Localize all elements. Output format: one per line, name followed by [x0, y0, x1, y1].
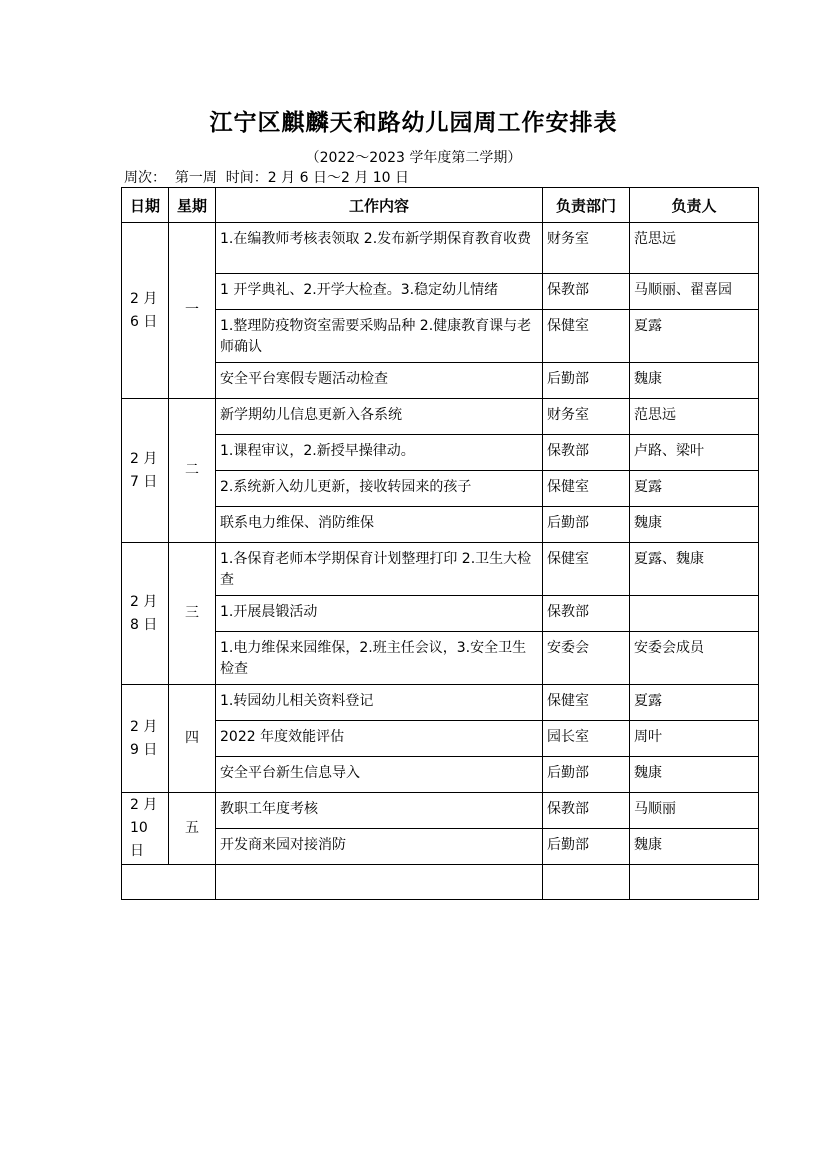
dept-cell: 园长室: [543, 721, 630, 757]
task-content-cell: 2022 年度效能评估: [216, 721, 543, 757]
person-cell: 马顺丽: [630, 793, 759, 829]
dept-cell: 保教部: [543, 793, 630, 829]
dept-cell: 财务室: [543, 399, 630, 435]
person-cell: 卢路、梁叶: [630, 435, 759, 471]
date-cell: [122, 223, 169, 399]
person-cell: 魏康: [630, 829, 759, 865]
task-content-cell: 2.系统新入幼儿更新，接收转园来的孩子: [216, 471, 543, 507]
empty-cell: [216, 865, 543, 900]
task-content-cell: 1.开展晨锻活动: [216, 596, 543, 632]
table-row: [122, 721, 759, 757]
date-text: 2 月 7 日: [130, 450, 158, 490]
weekday-cell: 二: [169, 399, 216, 543]
header-person: 负责人: [630, 188, 759, 223]
dept-cell: 财务室: [543, 223, 630, 274]
task-content-cell: 1.在编教师考核表领取 2.发布新学期保育教育收费: [216, 223, 543, 274]
date-cell: [122, 685, 169, 793]
dept-cell: 后勤部: [543, 829, 630, 865]
person-cell: 范思远: [630, 223, 759, 274]
date-cell: [122, 399, 169, 543]
table-row: [122, 507, 759, 543]
header-weekday: 星期: [169, 188, 216, 223]
empty-cell: [543, 865, 630, 900]
person-cell: 魏康: [630, 757, 759, 793]
table-row: [122, 363, 759, 399]
task-content-cell: 1.转园幼儿相关资料登记: [216, 685, 543, 721]
table-row: [122, 793, 759, 829]
table-row: [122, 757, 759, 793]
dept-cell: 保健室: [543, 471, 630, 507]
task-content-cell: 1 开学典礼、2.开学大检查。3.稳定幼儿情绪: [216, 274, 543, 310]
date-text: 2 月 9 日: [130, 718, 158, 758]
person-cell: 安委会成员: [630, 632, 759, 685]
date-cell: [122, 543, 169, 685]
person-cell: 夏露: [630, 685, 759, 721]
dept-cell: 保健室: [543, 310, 630, 363]
dept-cell: 保教部: [543, 274, 630, 310]
weekday-cell: 五: [169, 793, 216, 865]
table-row: [122, 399, 759, 435]
table-row: [122, 829, 759, 865]
table-row: [122, 223, 759, 274]
person-cell: [630, 596, 759, 632]
task-content-cell: 1.整理防疫物资室需要采购品种 2.健康教育课与老师确认: [216, 310, 543, 363]
task-content-cell: 1.各保育老师本学期保育计划整理打印 2.卫生大检查: [216, 543, 543, 596]
page-title: 江宁区麒麟天和路幼儿园周工作安排表: [209, 109, 618, 136]
dept-cell: 安委会: [543, 632, 630, 685]
empty-cell: [630, 865, 759, 900]
person-cell: 魏康: [630, 507, 759, 543]
weekday-cell: 四: [169, 685, 216, 793]
dept-cell: 后勤部: [543, 363, 630, 399]
person-cell: 马顺丽、翟喜园: [630, 274, 759, 310]
person-cell: 周叶: [630, 721, 759, 757]
task-content-cell: 联系电力维保、消防维保: [216, 507, 543, 543]
table-row: [122, 685, 759, 721]
dept-cell: 保健室: [543, 543, 630, 596]
task-content-cell: 安全平台寒假专题活动检查: [216, 363, 543, 399]
header-date: 日期: [122, 188, 169, 223]
header-content: 工作内容: [216, 188, 543, 223]
table-row: [122, 310, 759, 363]
empty-row: [122, 865, 759, 900]
dept-cell: 后勤部: [543, 507, 630, 543]
dept-cell: 保健室: [543, 685, 630, 721]
person-cell: 范思远: [630, 399, 759, 435]
table-row: [122, 632, 759, 685]
date-text: 2 月 8 日: [130, 593, 158, 633]
date-text: 2 月 10 日: [130, 797, 158, 859]
schedule-table: [121, 187, 759, 900]
weekday-cell: 一: [169, 223, 216, 399]
person-cell: 夏露: [630, 471, 759, 507]
semester-subtitle: （2022～2023 学年度第二学期）: [305, 150, 522, 166]
header-dept: 负责部门: [543, 188, 630, 223]
person-cell: 夏露: [630, 310, 759, 363]
dept-cell: 后勤部: [543, 757, 630, 793]
dept-cell: 保教部: [543, 596, 630, 632]
table-row: [122, 543, 759, 596]
task-content-cell: 教职工年度考核: [216, 793, 543, 829]
empty-cell: [122, 865, 216, 900]
table-row: [122, 274, 759, 310]
header-row: [122, 188, 759, 223]
table-row: [122, 596, 759, 632]
week-info: 周次： 第一周 时间：2 月 6 日～2 月 10 日: [124, 170, 410, 186]
task-content-cell: 开发商来园对接消防: [216, 829, 543, 865]
task-content-cell: 安全平台新生信息导入: [216, 757, 543, 793]
table-row: [122, 435, 759, 471]
task-content-cell: 1.课程审议，2.新授早操律动。: [216, 435, 543, 471]
date-text: 2 月 6 日: [130, 290, 158, 330]
person-cell: 夏露、魏康: [630, 543, 759, 596]
person-cell: 魏康: [630, 363, 759, 399]
dept-cell: 保教部: [543, 435, 630, 471]
weekday-cell: 三: [169, 543, 216, 685]
table-row: [122, 471, 759, 507]
date-cell: [122, 793, 169, 865]
task-content-cell: 新学期幼儿信息更新入各系统: [216, 399, 543, 435]
task-content-cell: 1.电力维保来园维保，2.班主任会议，3.安全卫生检查: [216, 632, 543, 685]
